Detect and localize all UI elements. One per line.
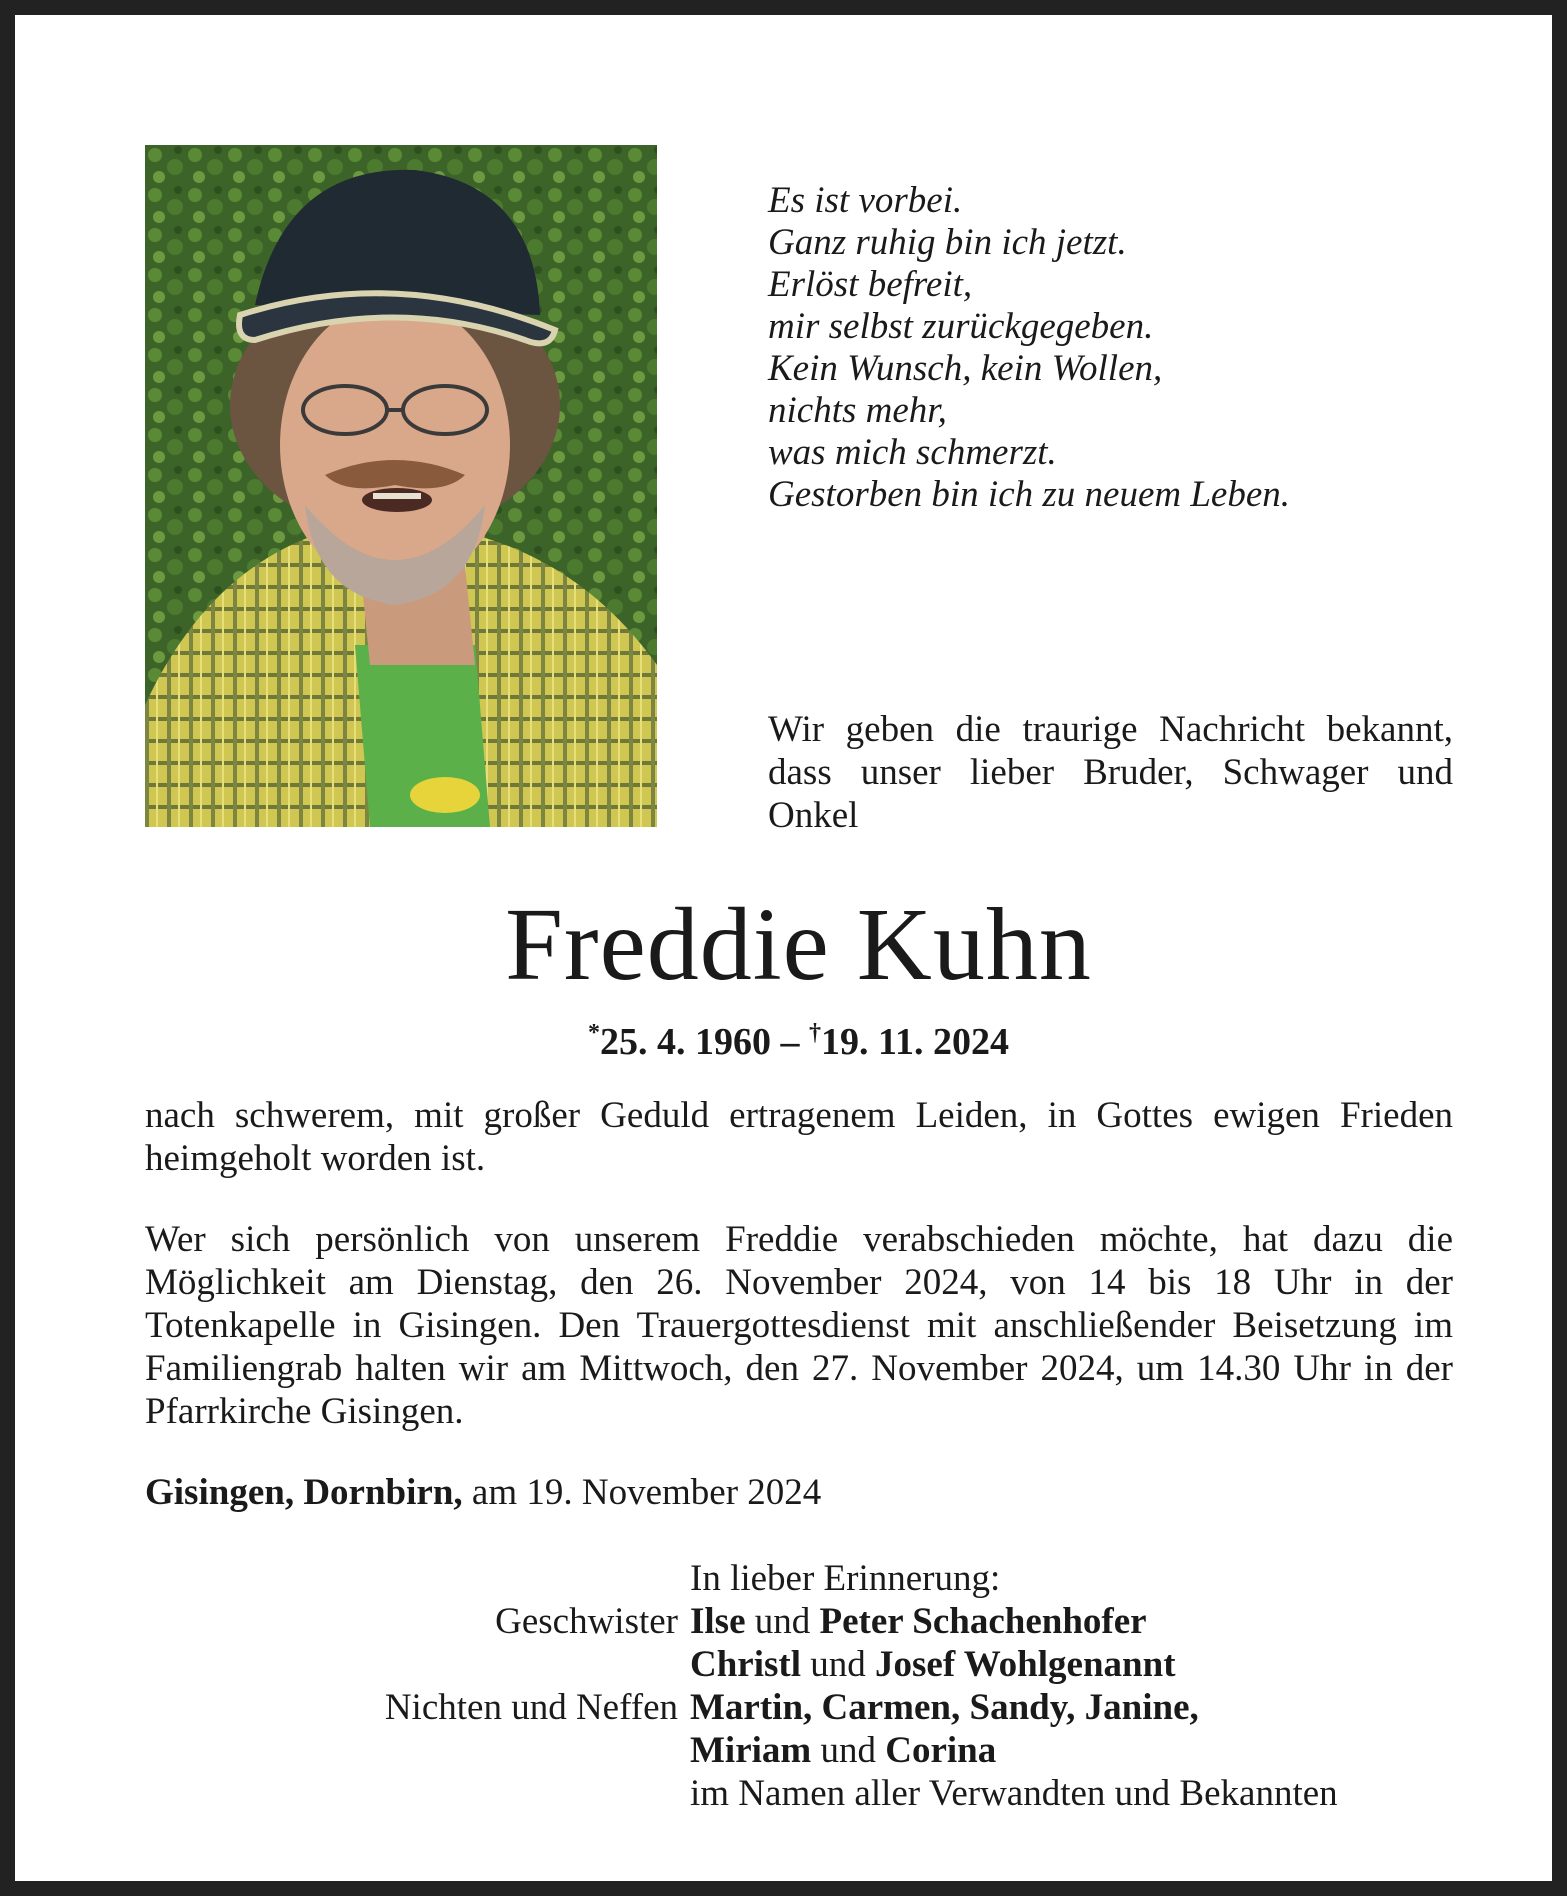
poem-line: Gestorben bin ich zu neuem Leben. [768,474,1291,515]
birth-date: 25. 4. 1960 [600,1021,772,1063]
death-symbol: † [809,1020,822,1046]
siblings-label: Geschwister [495,1601,678,1642]
passing-paragraph: nach schwerem, mit großer Geduld ertragenem Leiden, in Gottes ewigen Frieden heimgeholt worden ist. [145,1095,1453,1179]
nieces-nephews-names: Martin, Carmen, Sandy, Janine, [690,1687,1199,1728]
signature-closing: im Namen aller Verwandten und Bekannten [690,1773,1338,1814]
sibling-names: Christl und Josef Wohlgenannt [690,1644,1176,1685]
poem-line: nichts mehr, [768,390,947,431]
nieces-nephews-label: Nichten und Neffen [384,1687,678,1728]
poem-line: Es ist vorbei. [768,180,963,221]
nieces-nephews-names: Miriam und Corina [690,1730,997,1771]
birth-symbol: * [588,1020,601,1046]
signature-heading: In lieber Erinnerung: [690,1558,1001,1599]
poem-line: Kein Wunsch, kein Wollen, [768,348,1163,389]
poem-line: Ganz ruhig bin ich jetzt. [768,222,1127,263]
date: am 19. November 2024 [462,1472,822,1513]
portrait-photo [145,145,657,827]
date-separator: – [771,1021,810,1063]
place-date [145,1471,1445,1514]
poem-line: was mich schmerzt. [768,432,1057,473]
poem [768,180,1468,516]
place: Gisingen, Dornbirn, [145,1472,463,1513]
signature-block [145,1557,1453,1815]
poem-line: Erlöst befreit, [768,264,973,305]
death-date: 19. 11. 2024 [821,1021,1009,1063]
sibling-names: Ilse und Peter Schachenhofer [690,1601,1147,1642]
announcement-intro: Wir geben die traurige Nachricht bekannt, dass unser lieber Bruder, Schwager und Onkel [768,709,1453,836]
life-dates [15,1010,1567,1065]
poem-line: mir selbst zurückgegeben. [768,306,1154,347]
deceased-name: Freddie Kuhn [505,887,1092,1002]
farewell-paragraph: Wer sich persönlich von unserem Freddie verabschieden möchte, hat dazu die Möglichkeit am Dienstag, den 26. November 2024, von 14 bis 18 Uhr in der Totenkapelle in Gisingen. Den Trauergottesdienst mit anschließender Beisetzung im Familiengrab halten wir am Mittwoch, den 27. November 2024, um 14.30 Uhr in der Pfarrkirche Gisingen. [145,1219,1453,1432]
